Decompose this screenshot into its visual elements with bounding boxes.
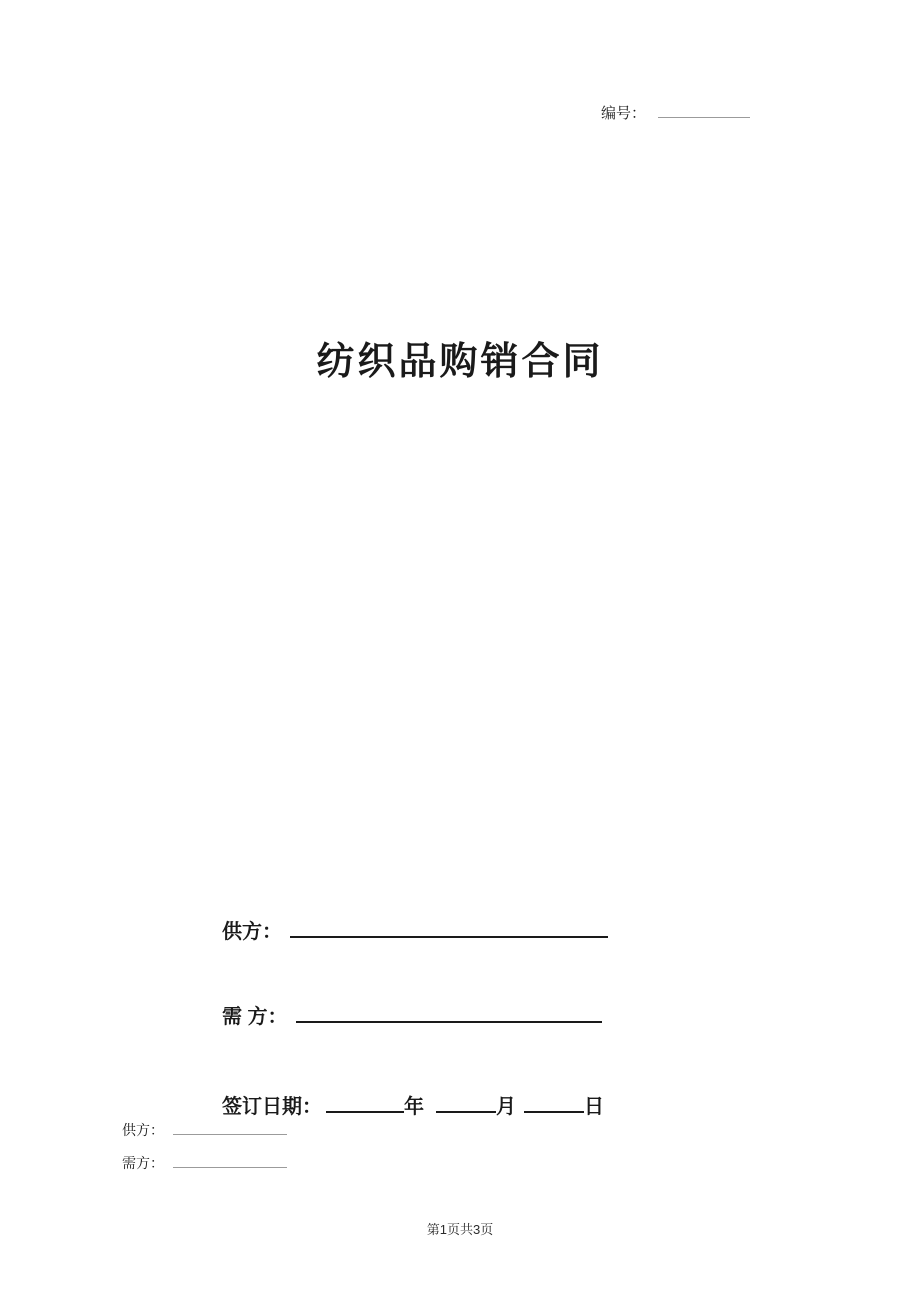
buyer-field-row	[222, 1000, 602, 1029]
sign-date-year-blank-line	[326, 1091, 404, 1113]
year-label: 年	[404, 1096, 424, 1118]
sign-date-month-blank-line	[436, 1091, 496, 1113]
page-number-footer: 第1页共3页	[426, 1222, 494, 1237]
contract-number-row	[601, 102, 750, 123]
buyer-label: 需 方：	[222, 1006, 288, 1028]
supplier-label: 供方：	[222, 921, 282, 943]
signature-buyer-row	[122, 1153, 287, 1173]
supplier-field-row	[222, 915, 608, 944]
signature-supplier-row	[122, 1120, 287, 1140]
day-label: 日	[584, 1096, 604, 1118]
sign-date-day-blank-line	[524, 1091, 584, 1113]
signature-buyer-blank-line	[173, 1155, 287, 1168]
supplier-blank-line	[290, 916, 608, 938]
buyer-blank-line	[296, 1001, 602, 1023]
contract-number-label: 编号：	[601, 105, 647, 122]
signature-supplier-blank-line	[173, 1122, 287, 1135]
contract-title: 纺织品购销合同	[316, 341, 604, 383]
month-label: 月	[496, 1096, 516, 1118]
signature-buyer-label: 需方：	[122, 1155, 164, 1171]
contract-number-blank-line	[658, 102, 750, 118]
sign-date-label: 签订日期：	[222, 1096, 322, 1118]
signature-supplier-label: 供方：	[122, 1122, 164, 1138]
sign-date-row	[222, 1090, 604, 1119]
